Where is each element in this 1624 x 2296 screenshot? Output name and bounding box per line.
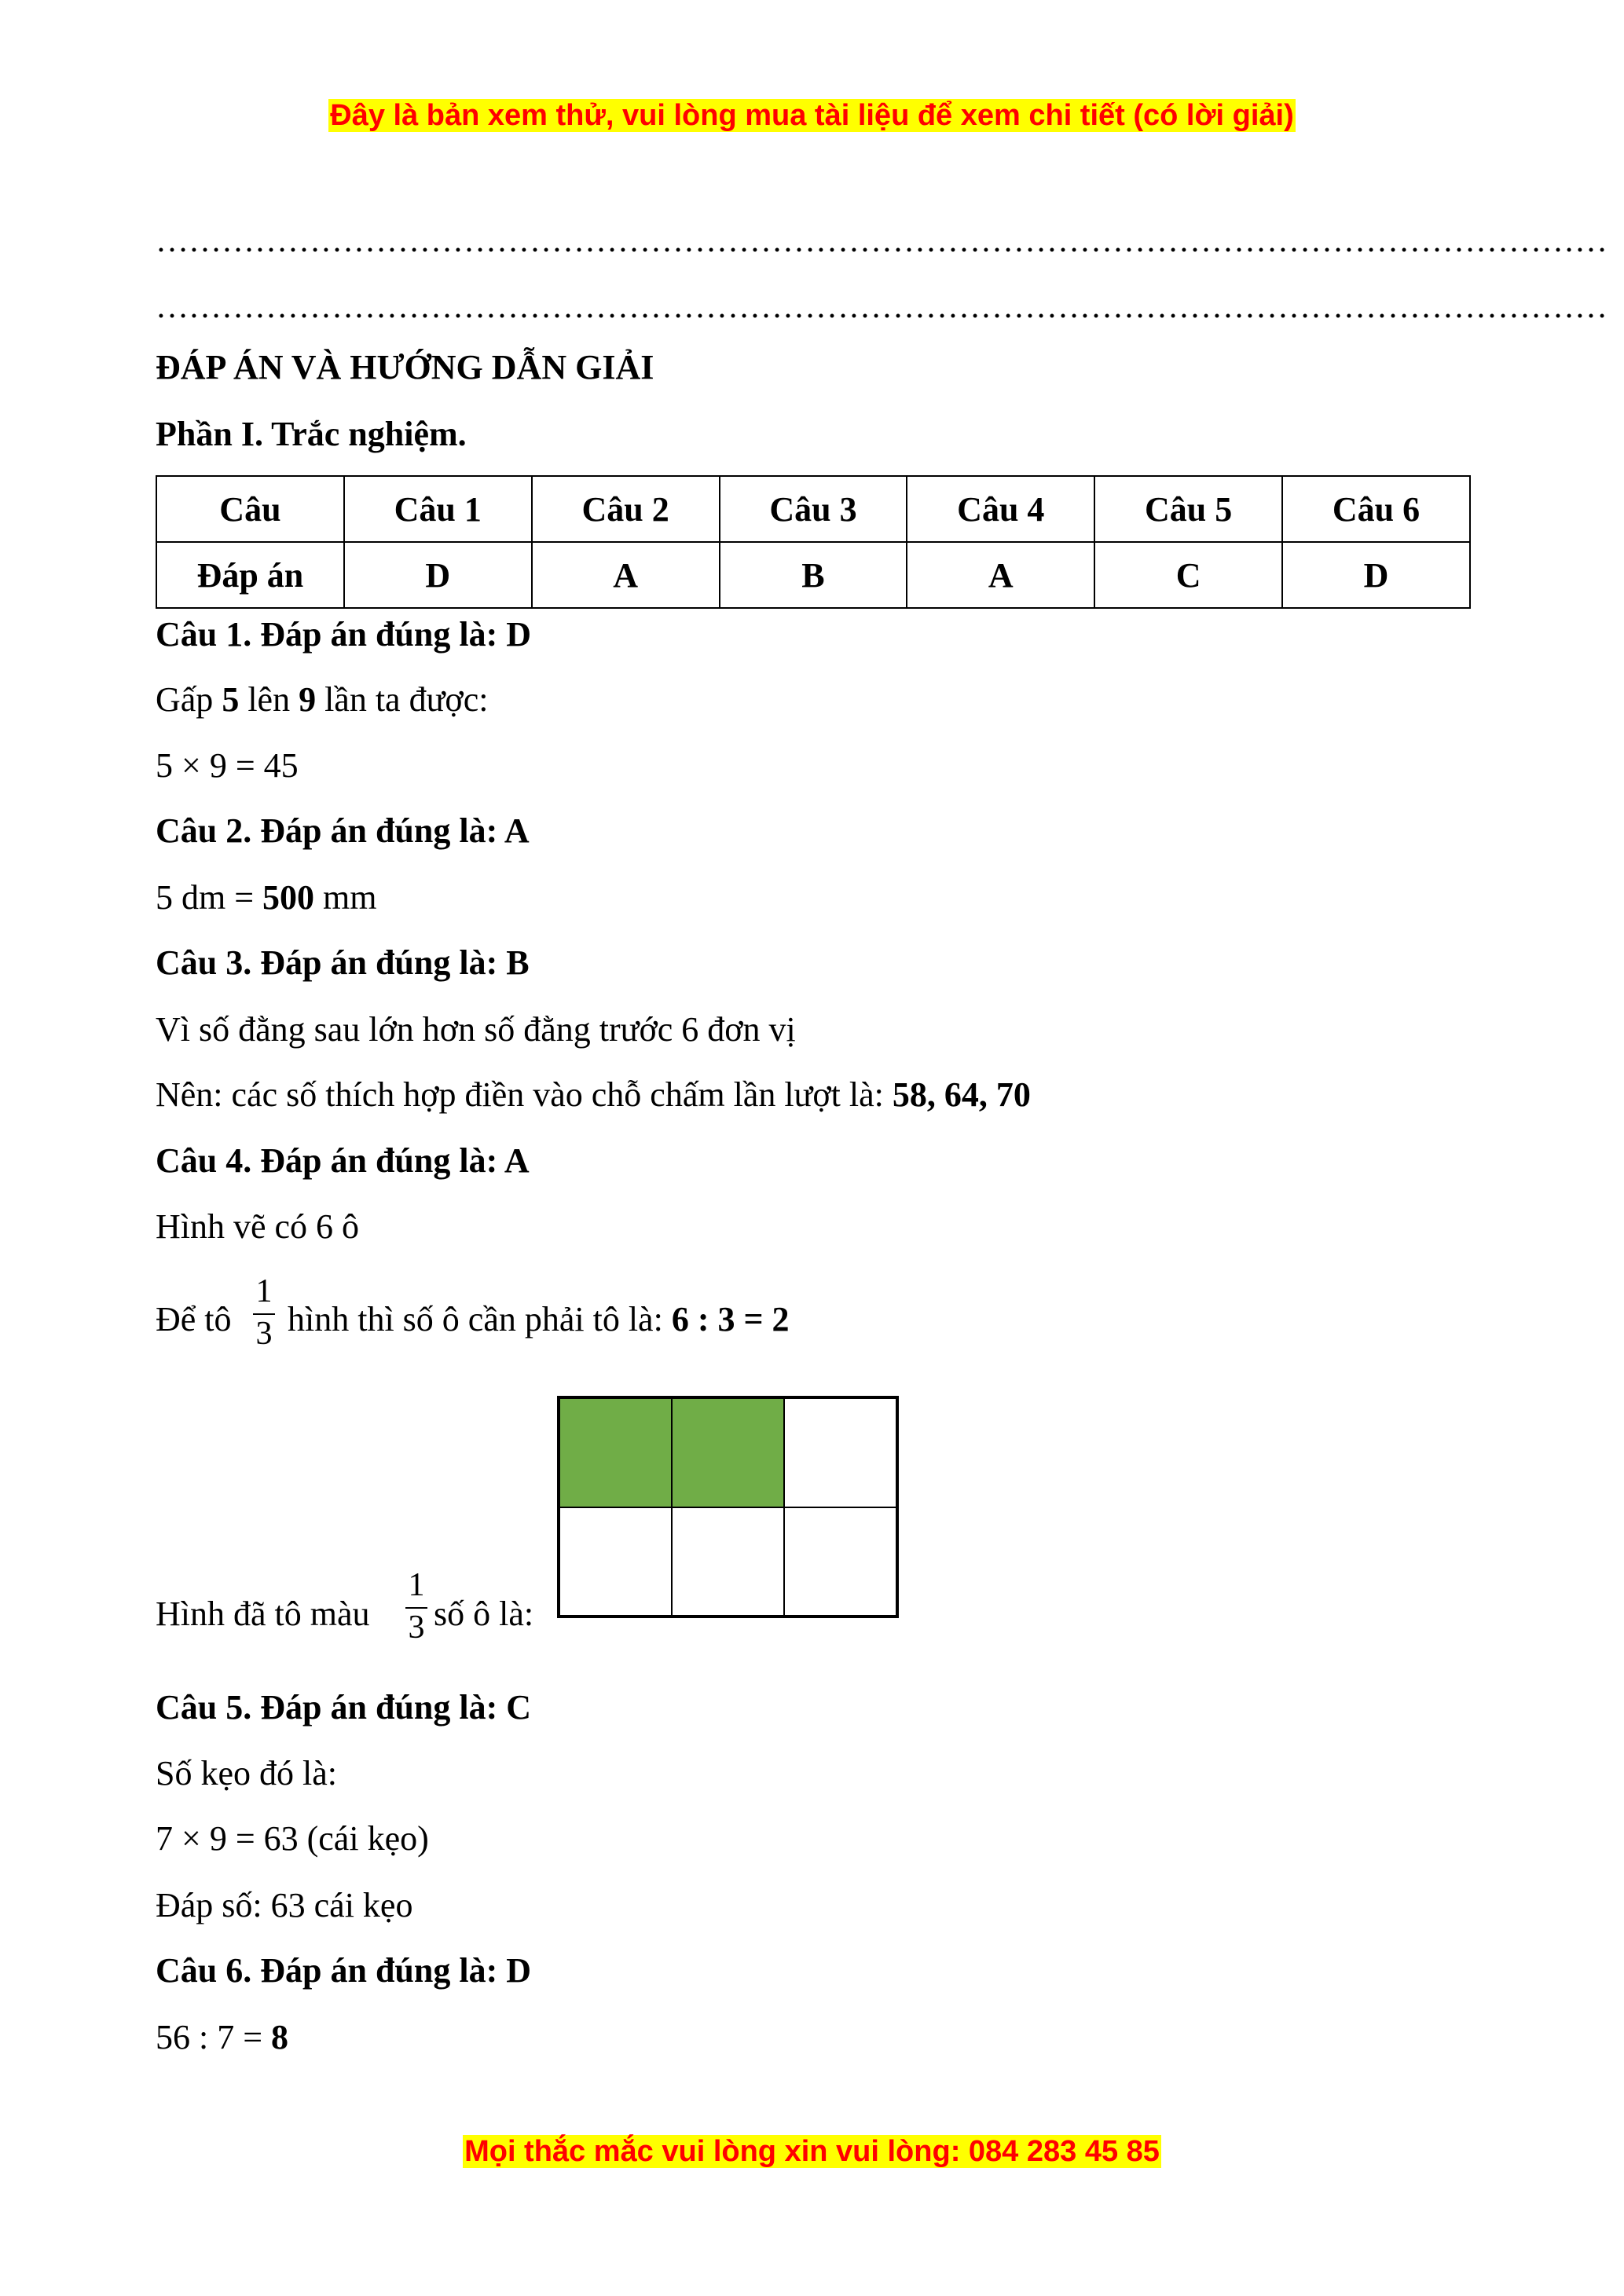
- grid-cell: [784, 1398, 896, 1507]
- fraction-one-third-2: 1 3: [402, 1568, 431, 1646]
- q5-title: Câu 5. Đáp án đúng là: C: [156, 1688, 532, 1727]
- q3-line-2: Nên: các số thích hợp điền vào chỗ chấm lần lượt là: 58, 64, 70: [156, 1075, 1031, 1114]
- table-cell: Câu 6: [1282, 476, 1470, 542]
- q1-title: Câu 1. Đáp án đúng là: D: [156, 615, 532, 654]
- table-cell: D: [344, 542, 532, 608]
- q6-line-1: 56 : 7 = 8: [156, 2018, 289, 2056]
- answer-table-header-row: [156, 476, 1470, 542]
- answer-table-answer-row: [156, 542, 1470, 608]
- q4-line-2-prefix: Để tô: [156, 1300, 232, 1338]
- q1-line-1: Gấp 5 lên 9 lần ta được:: [156, 680, 489, 719]
- grid-cell: [559, 1507, 672, 1617]
- table-cell: Đáp án: [156, 542, 344, 608]
- preview-banner: [0, 96, 1624, 135]
- table-cell: A: [907, 542, 1094, 608]
- q4-line-3-suffix: số ô là:: [434, 1595, 534, 1633]
- grid-cell: [559, 1398, 672, 1507]
- table-cell: Câu 3: [720, 476, 907, 542]
- fraction-one-third: 1 3: [250, 1274, 278, 1353]
- q4-line-1: Hình vẽ có 6 ô: [156, 1207, 360, 1246]
- table-cell: B: [720, 542, 907, 608]
- q6-title: Câu 6. Đáp án đúng là: D: [156, 1951, 532, 1990]
- grid-cell: [672, 1507, 784, 1617]
- table-cell: Câu: [156, 476, 344, 542]
- q5-line-1: Số kẹo đó là:: [156, 1754, 337, 1792]
- dotted-answer-line-1: ……………………………………………………………………………………………………………………: [156, 223, 1608, 259]
- q5-line-3: Đáp số: 63 cái kẹo: [156, 1886, 413, 1924]
- shaded-grid-figure: [557, 1396, 899, 1618]
- q4-line-3-prefix: Hình đã tô màu: [156, 1595, 370, 1633]
- q3-line-1: Vì số đằng sau lớn hơn số đằng trước 6 đơn vị: [156, 1010, 796, 1049]
- q5-line-2: 7 × 9 = 63 (cái kẹo): [156, 1819, 429, 1858]
- table-cell: A: [532, 542, 720, 608]
- grid-cell: [784, 1507, 896, 1617]
- q2-title: Câu 2. Đáp án đúng là: A: [156, 811, 530, 850]
- table-cell: Câu 2: [532, 476, 720, 542]
- grid-cell: [672, 1398, 784, 1507]
- contact-footer: [0, 2132, 1624, 2171]
- preview-banner-text: Đây là bản xem thử, vui lòng mua tài liệu để xem chi tiết (có lời giải): [330, 99, 1294, 132]
- table-cell: C: [1094, 542, 1282, 608]
- dotted-answer-line-2: ……………………………………………………………………………………………………………………: [156, 289, 1608, 325]
- table-cell: D: [1282, 542, 1470, 608]
- contact-footer-text: Mọi thắc mắc vui lòng xin vui lòng: 084 283 45 85: [464, 2135, 1160, 2168]
- q4-line-2-suffix: hình thì số ô cần phải tô là: 6 : 3 = 2: [288, 1300, 790, 1338]
- q1-line-2: 5 × 9 = 45: [156, 746, 299, 785]
- table-cell: Câu 5: [1094, 476, 1282, 542]
- q3-title: Câu 3. Đáp án đúng là: B: [156, 943, 530, 982]
- q2-line-1: 5 dm = 500 mm: [156, 878, 377, 917]
- q4-title: Câu 4. Đáp án đúng là: A: [156, 1141, 530, 1180]
- part1-title: Phần I. Trắc nghiệm.: [156, 415, 467, 453]
- answer-heading: ĐÁP ÁN VÀ HƯỚNG DẪN GIẢI: [156, 348, 654, 386]
- table-cell: Câu 1: [344, 476, 532, 542]
- answer-table: [156, 475, 1471, 609]
- table-cell: Câu 4: [907, 476, 1094, 542]
